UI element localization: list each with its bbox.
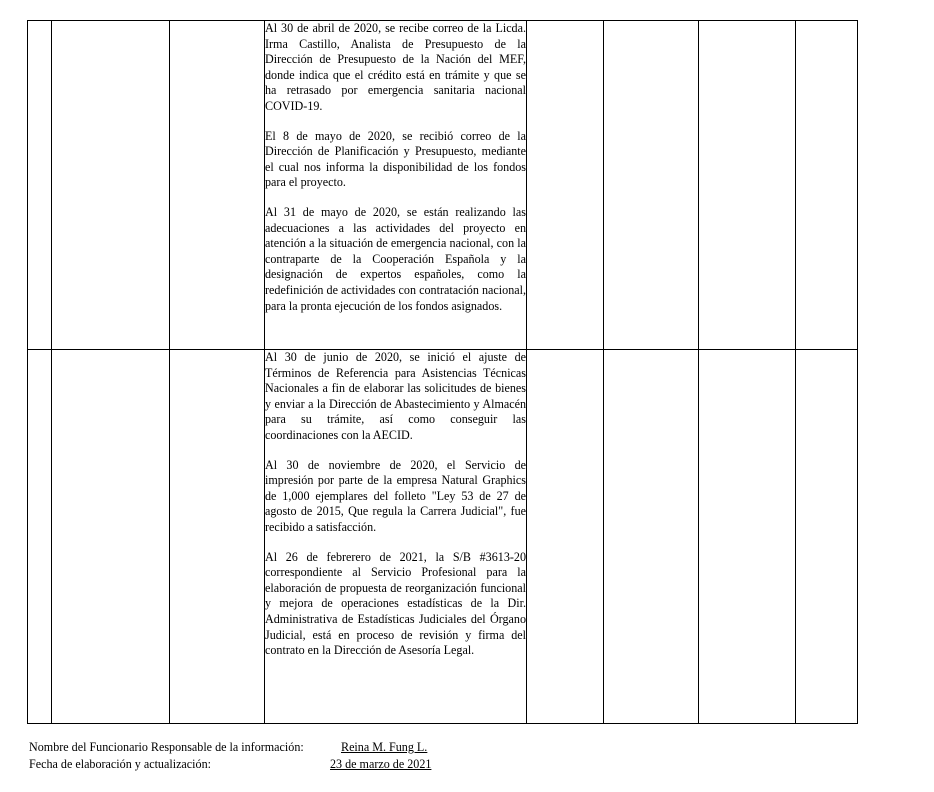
progress-entry: Al 30 de noviembre de 2020, el Servicio de impresión por parte de la empresa Natural Graphics de 1,000 ejemplares del folleto "Ley 53 de 27 de agosto de 2015, Que regula la Carrera Judicial", fue recibido a satisfacción.: [265, 457, 526, 534]
table-cell-empty: [52, 350, 170, 724]
table-cell-empty: [28, 350, 52, 724]
date-value: 23 de marzo de 2021: [330, 757, 432, 771]
table-cell-empty: [604, 350, 699, 724]
table-cell-empty: [699, 21, 796, 350]
table-row: [28, 350, 858, 724]
table-cell-empty: [796, 21, 858, 350]
table-cell-description: [265, 21, 527, 350]
progress-entry: Al 31 de mayo de 2020, se están realizando las adecuaciones a las actividades del proyecto en atención a la situación de emergencia nacional, con la contraparte de la Cooperación Española y la designación de expertos españoles, como la redefinición de actividades con contratación nacional, para la pronta ejecución de los fondos asignados.: [265, 204, 526, 313]
date-label: Fecha de elaboración y actualización:: [29, 757, 211, 771]
table-cell-empty: [527, 21, 604, 350]
table-cell-empty: [170, 350, 265, 724]
table-cell-empty: [28, 21, 52, 350]
table-cell-empty: [527, 350, 604, 724]
table-cell-empty: [170, 21, 265, 350]
table-row: [28, 21, 858, 350]
responsible-name: Reina M. Fung L.: [341, 740, 428, 754]
progress-entry: Al 30 de junio de 2020, se inició el ajuste de Términos de Referencia para Asistencias Técnicas Nacionales a fin de elaborar las solicitudes de bienes y enviar a la Dirección de Abastecimiento y Almacén para su trámite, así como conseguir las coordinaciones con la AECID.: [265, 350, 526, 442]
table-cell-empty: [604, 21, 699, 350]
table-cell-empty: [796, 350, 858, 724]
table-cell-description: [265, 350, 527, 724]
progress-entry: El 8 de mayo de 2020, se recibió correo de la Dirección de Planificación y Presupuesto, mediante el cual nos informa la disponibilidad de los fondos para el proyecto.: [265, 128, 526, 190]
table-cell-empty: [699, 350, 796, 724]
report-table: [27, 20, 858, 724]
report-table-container: [27, 20, 857, 723]
table-cell-empty: [52, 21, 170, 350]
progress-entry: Al 30 de abril de 2020, se recibe correo de la Licda. Irma Castillo, Analista de Presupuesto de la Dirección de Presupuesto de la Nación del MEF, donde indica que el crédito está en trámite y que se ha retrasado por emergencia sanitaria nacional COVID-19.: [265, 21, 526, 113]
responsible-label: Nombre del Funcionario Responsable de la información:: [29, 740, 304, 754]
progress-entry: Al 26 de febrerero de 2021, la S/B #3613-20 correspondiente al Servicio Profesional para la elaboración de propuesta de reorganización funcional y mejora de operaciones estadísticas de la Dir. Administrativa de Estadísticas Judiciales del Órgano Judicial, está en proceso de revisión y firma del contrato en la Dirección de Asesoría Legal.: [265, 549, 526, 658]
